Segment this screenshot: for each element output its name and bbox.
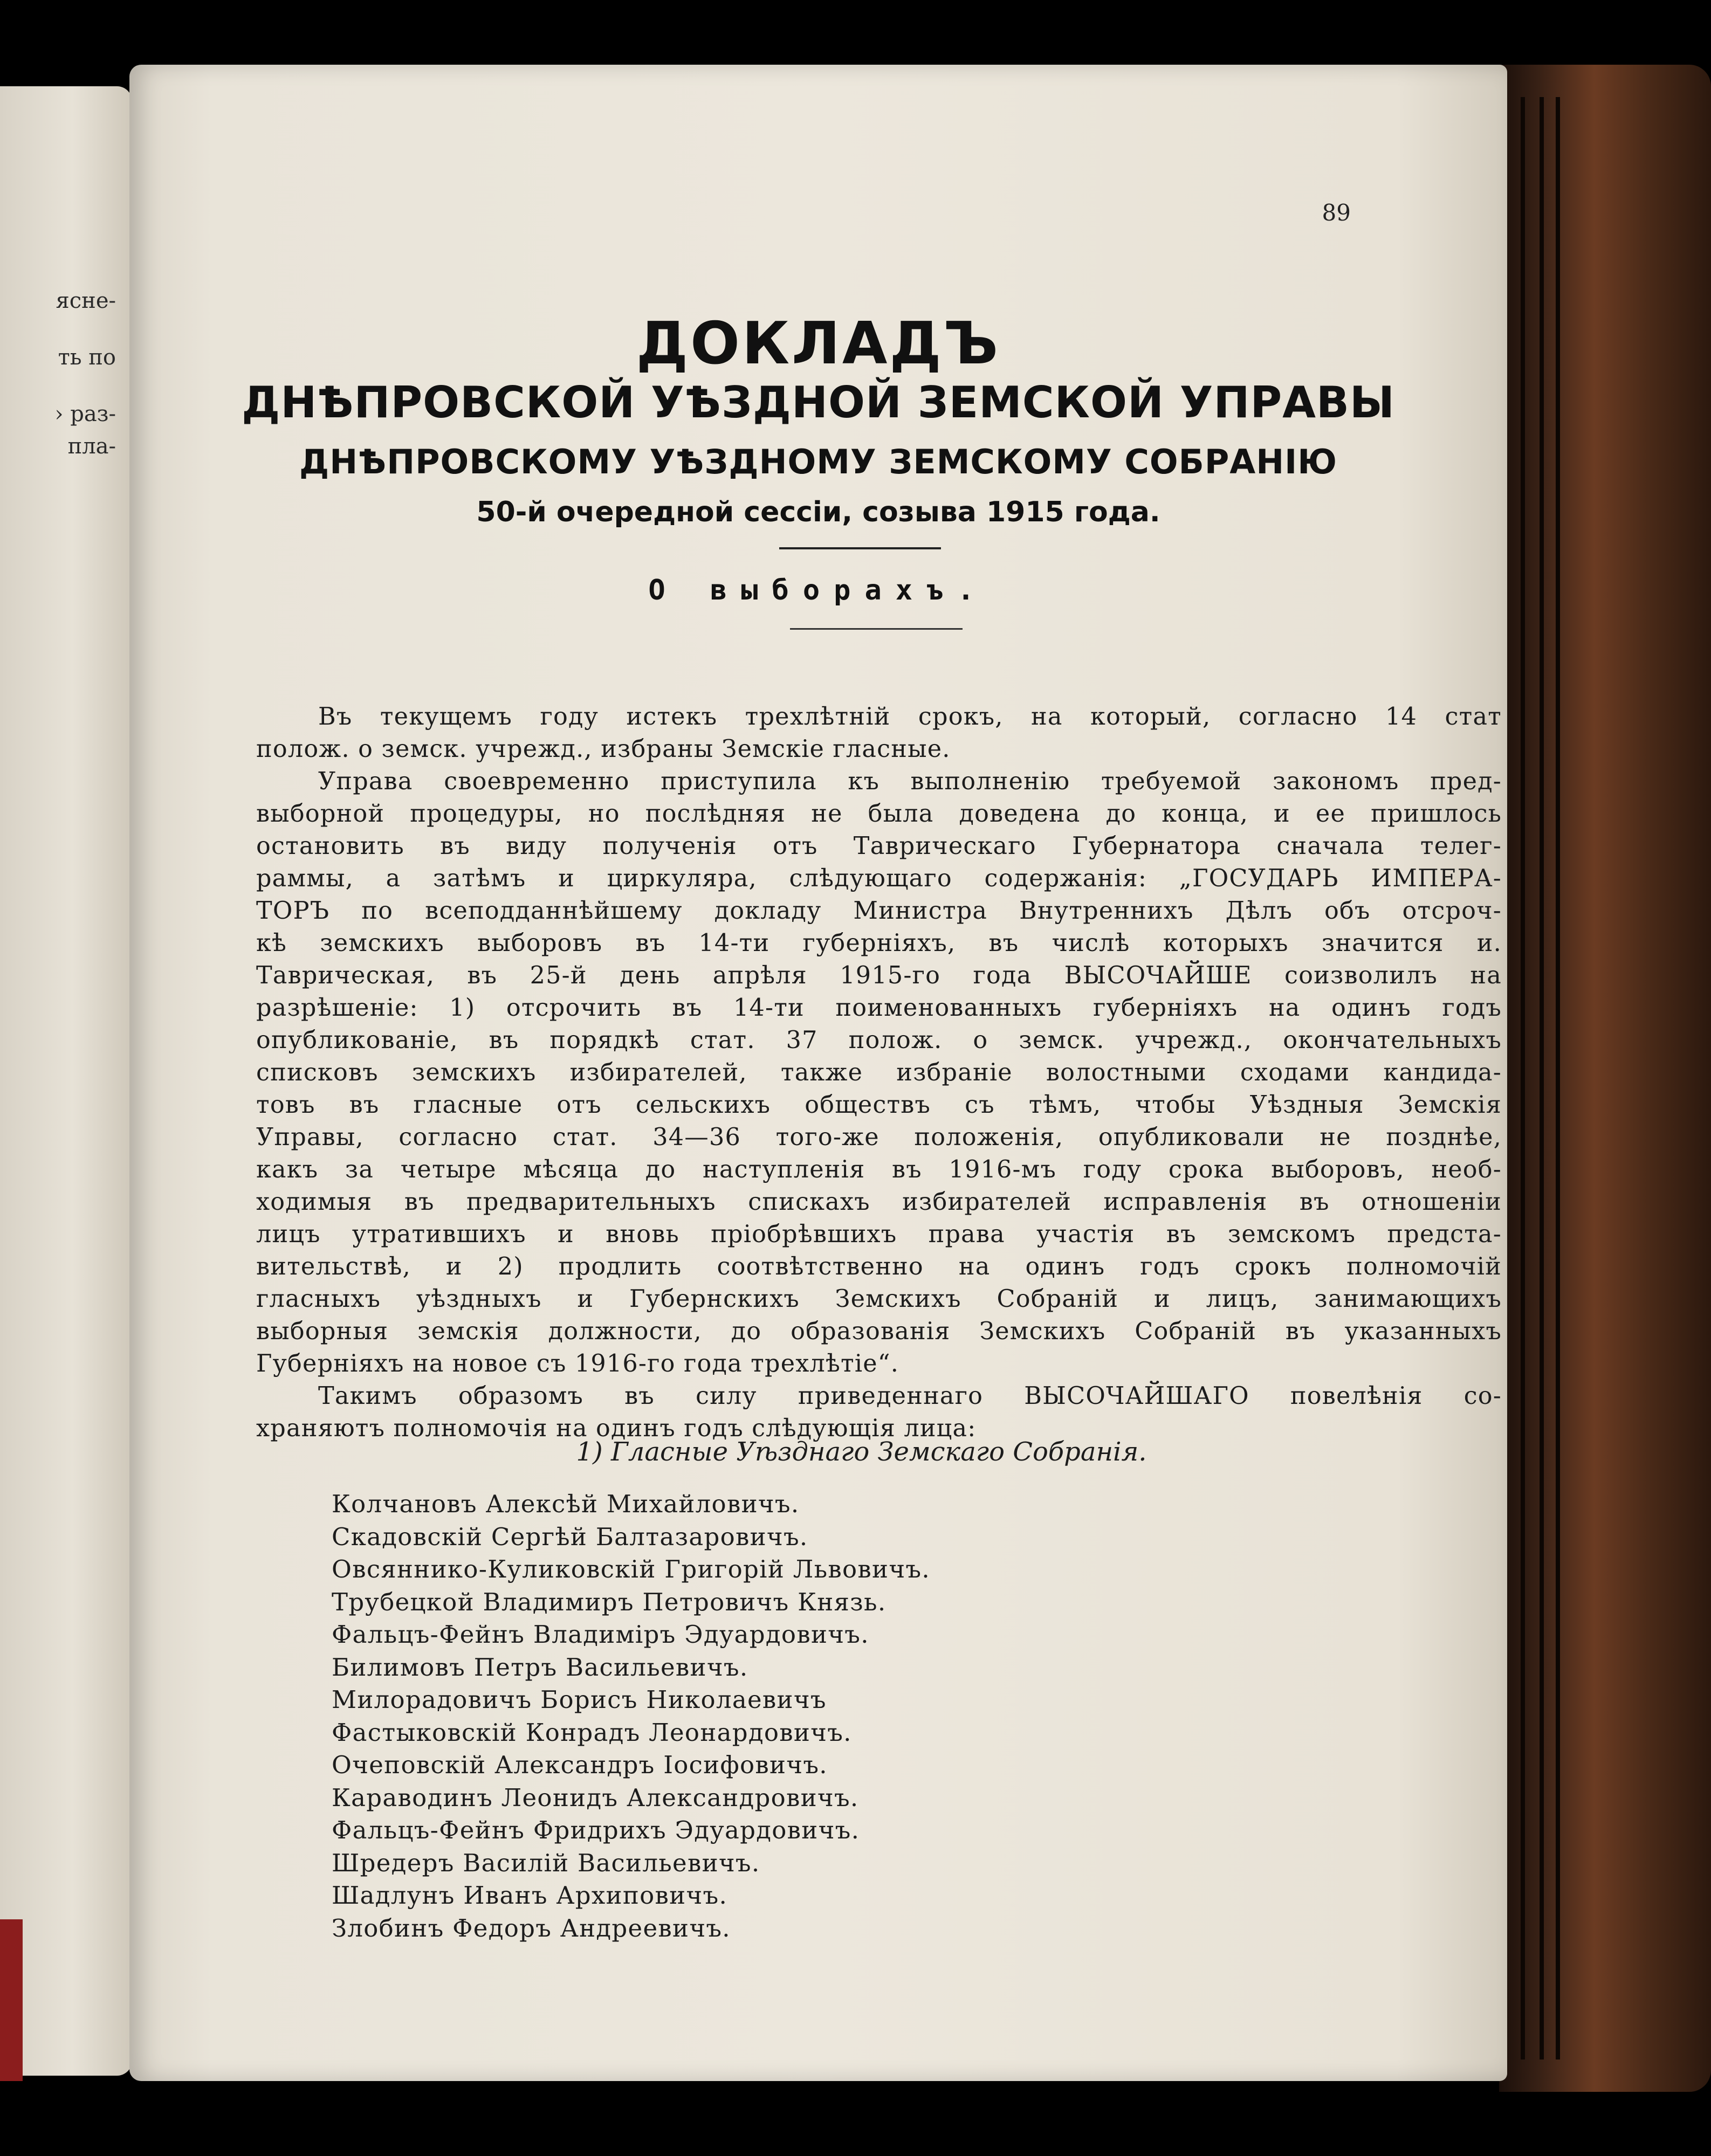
body-line: выборной процедуры, но послѣдняя не была доведена до конца, и ее пришлось	[256, 800, 1502, 828]
left-page-fragment: ясне-	[56, 288, 116, 313]
list-item: Овсяннико-Куликовскій Григорій Львовичъ.	[332, 1555, 930, 1583]
section-divider	[790, 628, 963, 630]
body-line: опубликованіе, въ порядкѣ стат. 37 полож. о земск. учрежд., окончательныхъ	[256, 1027, 1502, 1054]
list-item: Шадлунъ Иванъ Архиповичъ.	[332, 1881, 728, 1910]
body-line: полож. о земск. учрежд., избраны Земскіе гласные.	[256, 735, 951, 763]
body-line: Управа своевременно приступила къ выполненію требуемой закономъ пред-	[318, 768, 1502, 795]
document-title: ДОКЛАДЪ	[636, 310, 1001, 377]
document-page	[129, 65, 1507, 2081]
body-line: храняютъ полномочія на одинъ годъ слѣдующія лица:	[256, 1415, 977, 1442]
list-item: Билимовъ Петръ Васильевичъ.	[332, 1652, 748, 1682]
left-page-fragment: пла-	[67, 434, 116, 459]
body-line: ТОРЪ по всеподданнѣйшему докладу Министра Внутреннихъ Дѣлъ объ отсроч-	[256, 897, 1502, 925]
list-heading: 1) Гласные Уѣзднаго Земскаго Собранія.	[576, 1437, 1147, 1467]
body-line: Такимъ образомъ въ силу приведеннаго ВЫСОЧАЙШАГО повелѣнія со-	[318, 1382, 1502, 1410]
body-line: Губерніяхъ на новое съ 1916-го года трехлѣтіе“.	[256, 1350, 899, 1377]
body-line: ходимыя въ предварительныхъ спискахъ избирателей исправленія въ отношеніи	[256, 1188, 1502, 1216]
left-page-fragment: › раз-	[54, 402, 116, 426]
list-item: Фальцъ-Фейнъ Владиміръ Эдуардовичъ.	[332, 1620, 869, 1649]
book-page-edges	[1499, 65, 1711, 2092]
list-item: Трубецкой Владимиръ Петровичъ Князь.	[332, 1587, 887, 1616]
list-item: Скадовскій Сергѣй Балтазаровичъ.	[332, 1522, 808, 1551]
body-line: товъ въ гласные отъ сельскихъ обществъ съ тѣмъ, чтобы Уѣздныя Земскія	[256, 1091, 1502, 1119]
body-text	[256, 701, 1502, 1445]
list-item: Фальцъ-Фейнъ Фридрихъ Эдуардовичъ.	[332, 1816, 860, 1844]
names-list	[332, 1488, 930, 1945]
body-line: лицъ утратившихъ и вновь пріобрѣвшихъ права участія въ земскомъ предста-	[256, 1221, 1502, 1248]
body-line: вительствѣ, и 2) продлить соотвѣтственно на одинъ годъ срокъ полномочій	[256, 1253, 1502, 1280]
title-divider	[779, 547, 941, 549]
body-line: списковъ земскихъ избирателей, также избраніе волостными сходами кандида-	[256, 1059, 1502, 1086]
list-item: Очеповскій Александръ Іосифовичъ.	[332, 1751, 828, 1779]
body-line: кѣ земскихъ выборовъ въ 14-ти губерніяхъ, въ числѣ которыхъ значится и.	[256, 929, 1502, 957]
left-book-edge	[0, 1919, 23, 2081]
body-line: разрѣшеніе: 1) отсрочить въ 14-ти поименованныхъ губерніяхъ на одинъ годъ	[256, 994, 1502, 1022]
document-subtitle-recipient: ДНѢПРОВСКОМУ УѢЗДНОМУ ЗЕМСКОМУ СОБРАНІЮ	[299, 442, 1337, 481]
body-line: какъ за четыре мѣсяца до наступленія въ 1916-мъ году срока выборовъ, необ-	[256, 1156, 1502, 1183]
body-line: выборныя земскія должности, до образованія Земскихъ Собраній въ указанныхъ	[256, 1318, 1502, 1345]
body-line: Управы, согласно стат. 34—36 того-же положенія, опубликовали не позднѣе,	[256, 1124, 1502, 1151]
body-line: Въ текущемъ году истекъ трехлѣтній срокъ, на который, согласно 14 стат	[318, 703, 1502, 731]
list-item: Колчановъ Алексѣй Михайловичъ.	[332, 1490, 800, 1518]
body-line: остановить въ виду полученія отъ Таврическаго Губернатора сначала телег-	[256, 832, 1502, 860]
body-line: гласныхъ уѣздныхъ и Губернскихъ Земскихъ Собраній и лицъ, занимающихъ	[256, 1285, 1502, 1313]
page-number: 89	[1322, 199, 1351, 226]
left-page	[0, 86, 132, 2076]
document-session: 50-й очередной сессіи, созыва 1915 года.	[476, 496, 1160, 528]
list-item: Милорадовичъ Борисъ Николаевичъ	[332, 1685, 827, 1714]
body-line: Таврическая, въ 25-й день апрѣля 1915-го года ВЫСОЧАЙШЕ соизволилъ на	[256, 962, 1502, 989]
list-item: Шредеръ Василій Васильевичъ.	[332, 1848, 760, 1877]
list-item: Фастыковскій Конрадъ Леонардовичъ.	[332, 1718, 852, 1747]
left-page-fragment: ть по	[58, 345, 116, 370]
body-line: раммы, а затѣмъ и циркуляра, слѣдующаго содержанія: „ГОСУДАРЬ ИМПЕРА-	[256, 865, 1502, 892]
document-subtitle-issuer: ДНѢПРОВСКОЙ УѢЗДНОЙ ЗЕМСКОЙ УПРАВЫ	[242, 377, 1395, 428]
list-item: Караводинъ Леонидъ Александровичъ.	[332, 1783, 859, 1812]
section-title: О выборахъ.	[648, 574, 988, 607]
list-item: Злобинъ Федоръ Андреевичъ.	[332, 1913, 731, 1943]
